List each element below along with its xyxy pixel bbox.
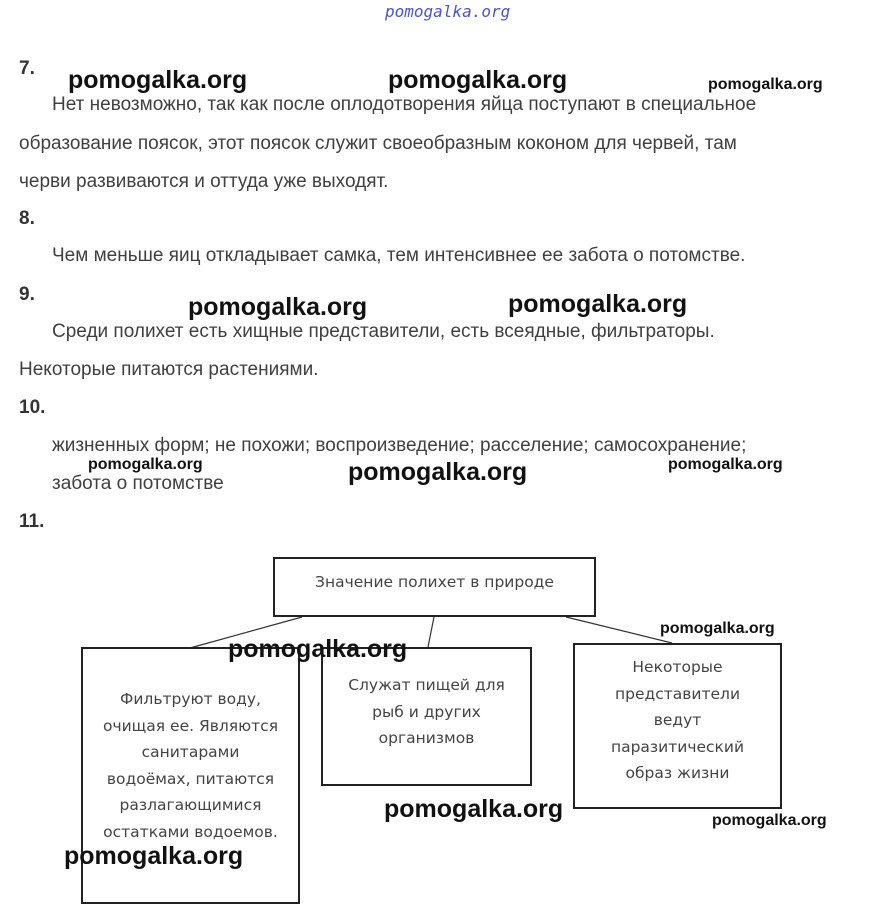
answer-7-line-1: Нет невозможно, так как после оплодотворения яйца поступают в специальное [52, 94, 757, 115]
answer-7-line-2: образование поясок, этот поясок служит своеобразным коконом для червей, там [19, 133, 737, 154]
watermark: pomogalka.org [388, 66, 568, 94]
connector-right [566, 617, 672, 643]
parasitic-line: паразитический [610, 737, 745, 756]
food-line: Служат пищей для [348, 676, 505, 694]
diagram-root-box [273, 557, 596, 617]
watermark: pomogalka.org [708, 76, 823, 93]
answer-number-8: 8. [19, 208, 35, 229]
watermark: pomogalka.org [668, 456, 783, 473]
diagram-box-parasitic [573, 643, 782, 809]
filter-line: санитарами [141, 743, 240, 761]
watermark: pomogalka.org [188, 293, 368, 321]
parasitic-line: Некоторые [632, 658, 723, 676]
connector-middle [428, 617, 434, 647]
watermark: pomogalka.org [660, 620, 775, 637]
watermark: pomogalka.org [88, 456, 203, 473]
watermark: pomogalka.org [348, 458, 528, 486]
filter-line: разлагающимися [119, 796, 262, 814]
answer-9-line-1: Среди полихет есть хищные представители, есть всеядные, фильтраторы. [52, 321, 715, 342]
answer-number-11: 11. [19, 511, 45, 532]
parasitic-line: образ жизни [625, 764, 730, 782]
diagram-box-filter-text [103, 686, 278, 845]
filter-line: очищая ее. Являются [102, 716, 279, 735]
answer-8-line-1: Чем меньше яиц откладывает самка, тем интенсивнее ее забота о потомстве. [52, 245, 746, 266]
filter-line: водоёмах, питаются [106, 769, 275, 788]
food-line: организмов [378, 729, 475, 747]
diagram-root-label: Значение полихет в природе [315, 573, 554, 591]
answer-9-line-2: Некоторые питаются растениями. [19, 359, 319, 380]
filter-line: остатками водоемов. [103, 822, 278, 841]
watermark: pomogalka.org [508, 290, 688, 318]
parasitic-line: представители [614, 684, 741, 703]
parasitic-line: ведут [653, 711, 702, 729]
answer-number-9: 9. [19, 284, 35, 305]
answer-7-line-3: черви развиваются и оттуда уже выходят. [19, 171, 389, 192]
answer-10-line-1: жизненных форм; не похожи; воспроизведение; расселение; самосохранение; [52, 435, 747, 456]
filter-line: Фильтруют воду, [120, 690, 261, 708]
watermark: pomogalka.org [712, 812, 827, 829]
diagram-box-parasitic-text [611, 654, 744, 787]
diagram-box-food-text [348, 672, 505, 752]
answer-number-7: 7. [19, 58, 35, 79]
watermark: pomogalka.org [228, 635, 408, 663]
answer-10-line-2: забота о потомстве [52, 473, 224, 494]
answer-number-10: 10. [19, 397, 46, 418]
watermark: pomogalka.org [64, 842, 244, 870]
watermark-top: pomogalka.org [385, 2, 511, 21]
diagram-box-food [321, 647, 532, 786]
watermark: pomogalka.org [384, 795, 564, 823]
watermark: pomogalka.org [68, 66, 248, 94]
food-line: рыб и других [372, 702, 481, 721]
